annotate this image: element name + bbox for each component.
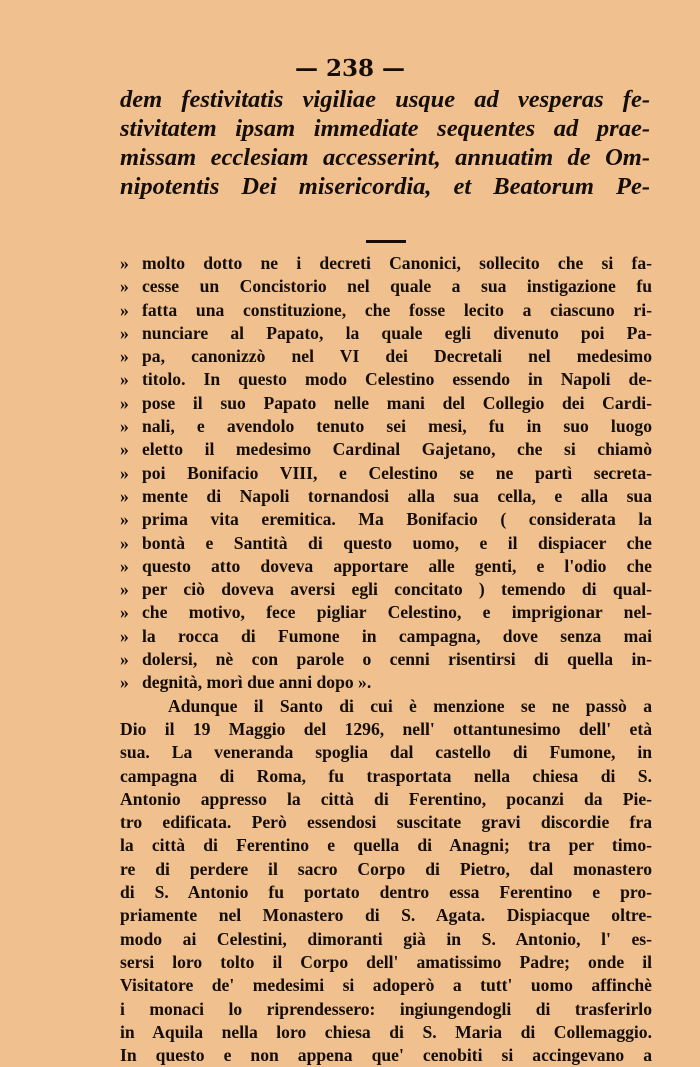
body-line: sua. La veneranda spoglia dal castello di Fumone, in [120, 742, 652, 763]
quoted-line-text: pa, canonizzò nel VI dei Decretali nel medesimo [142, 346, 652, 367]
quoted-line-text: dolersi, nè con parole o cenni risentirsi di quella in- [142, 649, 652, 670]
quoted-line [120, 508, 652, 531]
body-line: Adunque il Santo di cui è menzione se ne passò a [168, 695, 652, 716]
quoted-line [120, 648, 652, 671]
latin-line: dem festivitatis vigiliae usque ad vesperas fe- [120, 86, 650, 113]
quoted-line [120, 462, 652, 485]
quoted-line-text: nali, e avendolo tenuto sei mesi, fu in suo luogo [142, 416, 652, 437]
quote-mark: » [120, 416, 129, 437]
quote-mark: » [120, 253, 129, 273]
quote-mark: » [120, 555, 129, 576]
body-line: di S. Antonio fu portato dentro essa Ferentino e pro- [120, 882, 652, 903]
body-line: re di perdere il sacro Corpo di Pietro, dal monastero [120, 858, 652, 879]
latin-line: missam ecclesiam accesserint, annuatim de Om- [120, 144, 650, 171]
quote-mark: » [120, 485, 129, 506]
quoted-line-text: che motivo, fece pigliar Celestino, e imprigionar nel- [142, 602, 652, 623]
body-line: Visitatore de' medesimi si adoperò a tutt' uomo affinchè [120, 975, 652, 996]
quoted-line-text: pose il suo Papato nelle mani del Collegio dei Cardi- [142, 392, 652, 413]
latin-passage [120, 85, 650, 201]
quote-mark: » [120, 672, 129, 693]
quoted-line-text: mente di Napoli tornandosi alla sua cella, e alla sua [142, 485, 652, 506]
quoted-line-text: questo atto doveva apportare alle genti, e l'odio che [142, 555, 652, 576]
latin-line: nipotentis Dei misericordia, et Beatorum Pe- [120, 173, 650, 200]
quoted-line [120, 601, 652, 624]
quote-mark: » [120, 276, 129, 297]
narrative-passage [120, 695, 652, 1067]
quoted-line [120, 485, 652, 508]
quote-mark: » [120, 602, 129, 623]
quoted-line [120, 671, 652, 694]
quoted-passage [120, 252, 652, 695]
quote-mark: » [120, 439, 129, 460]
body-line: modo ai Celestini, dimoranti già in S. Antonio, l' es- [120, 928, 652, 949]
quoted-line [120, 625, 652, 648]
quoted-line [120, 392, 652, 415]
quoted-line [120, 322, 652, 345]
body-line: sersi loro tolto il Corpo dell' amatissimo Padre; onde il [120, 951, 652, 972]
quoted-line-text: per ciò doveva aversi egli concitato ) temendo di qual- [142, 579, 652, 600]
quote-mark: » [120, 346, 129, 367]
quote-mark: » [120, 299, 129, 320]
quote-mark: » [120, 532, 129, 553]
quoted-line [120, 252, 652, 275]
quote-mark: » [120, 369, 129, 390]
quote-mark: » [120, 625, 129, 646]
body-line: Dio il 19 Maggio del 1296, nell' ottantunesimo dell' età [120, 718, 652, 739]
body-line: in Aquila nella loro chiesa di S. Maria di Collemaggio. [120, 1021, 652, 1042]
quoted-line-text: prima vita eremitica. Ma Bonifacio ( considerata la [142, 509, 652, 530]
quoted-line-text: cesse un Concistorio nel quale a sua instigazione fu [142, 276, 652, 297]
body-line: tro edificata. Però essendosi suscitate gravi discordie fra [120, 812, 652, 833]
quoted-line [120, 275, 652, 298]
quote-mark: » [120, 392, 129, 413]
quoted-line-text: degnità, morì due anni dopo ». [142, 672, 372, 693]
italian-text [120, 252, 652, 1067]
quote-mark: » [120, 579, 129, 600]
quote-mark: » [120, 509, 129, 530]
quoted-line-text: titolo. In questo modo Celestino essendo in Napoli de- [142, 369, 652, 390]
quoted-line [120, 299, 652, 322]
quoted-line-text: bontà e Santità di questo uomo, e il dispiacer che [142, 532, 652, 553]
separator-rule [366, 240, 406, 243]
quoted-line [120, 345, 652, 368]
quote-mark: » [120, 649, 129, 670]
quoted-line [120, 415, 652, 438]
quoted-line-text: poi Bonifacio VIII, e Celestino se ne partì secreta- [142, 462, 652, 483]
quote-mark: » [120, 462, 129, 483]
latin-line: stivitatem ipsam immediate sequentes ad prae- [120, 115, 650, 142]
body-line: campagna di Roma, fu trasportata nella chiesa di S. [120, 765, 652, 786]
quoted-line [120, 368, 652, 391]
quoted-line-text: eletto il medesimo Cardinal Gajetano, che si chiamò [142, 439, 652, 460]
body-line: Antonio appresso la città di Ferentino, pocanzi da Pie- [120, 788, 652, 809]
quoted-line [120, 578, 652, 601]
quoted-line [120, 555, 652, 578]
quoted-line-text: nunciare al Papato, la quale egli divenuto poi Pa- [142, 322, 652, 343]
quoted-line [120, 532, 652, 555]
body-line: la città di Ferentino e quella di Anagni; tra per timo- [120, 835, 652, 856]
quote-mark: » [120, 322, 129, 343]
quoted-line-text: molto dotto ne i decreti Canonici, sollecito che si fa- [142, 253, 652, 273]
quoted-line [120, 438, 652, 461]
body-line: i monaci lo riprendessero: ingiungendogli di trasferirlo [120, 998, 652, 1019]
body-line: priamente nel Monastero di S. Agata. Dispiacque oltre- [120, 905, 652, 926]
page-number: — 238 — [294, 55, 406, 82]
body-line: In questo e non appena que' cenobiti si accingevano a [120, 1045, 652, 1066]
quoted-line-text: la rocca di Fumone in campagna, dove senza mai [142, 625, 652, 646]
quoted-line-text: fatta una constituzione, che fosse lecito a ciascuno ri- [142, 299, 652, 320]
